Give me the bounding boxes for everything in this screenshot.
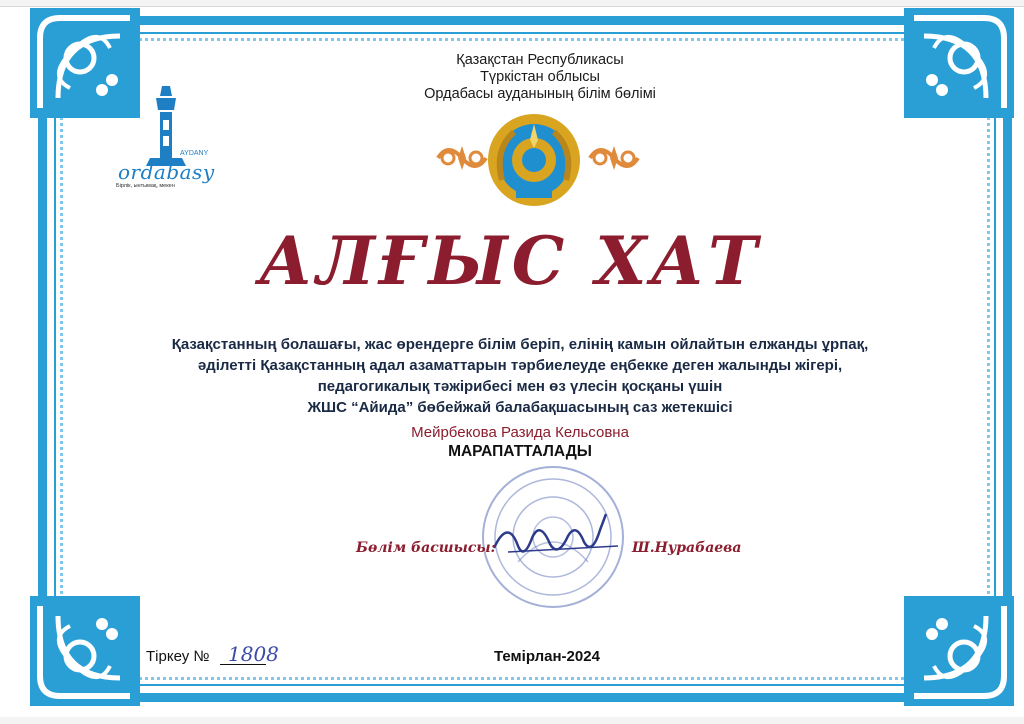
logo-tagline: Бірлік, ынтымақ, мекен xyxy=(116,183,175,189)
signatory-label: Бөлім басшысы: xyxy=(356,540,496,556)
logo-aydany: AYDANY xyxy=(180,150,209,157)
ornament-left-icon xyxy=(434,140,490,176)
awarded-text: МАРАПАТТАЛАДЫ xyxy=(448,443,592,460)
body-line: Қазақстанның болашағы, жас өрендерге білім беріп, елінің камын ойлайтын елжанды ұрпақ, xyxy=(171,336,869,353)
kazakhstan-emblem-icon xyxy=(484,110,584,210)
corner-ornament-icon xyxy=(904,8,1014,118)
certificate-title: АЛҒЫС ХАТ xyxy=(258,222,762,300)
header-region: Түркістан облысы xyxy=(480,69,600,85)
registration-number: 1808 xyxy=(228,642,279,666)
body-line: педагогикалық тәжірибесі мен өз үлесін қосқаны үшін xyxy=(317,378,723,395)
header-country: Қазақстан Республикасы xyxy=(456,52,624,68)
corner-ornament-icon xyxy=(904,596,1014,706)
place-date: Темірлан-2024 xyxy=(494,648,600,665)
registration-label: Тіркеу № xyxy=(146,648,210,665)
issuer-header xyxy=(300,52,780,103)
certificate-body xyxy=(150,334,890,418)
recipient-name: Мейрбекова Разида Кельсовна xyxy=(411,424,629,441)
corner-ornament-icon xyxy=(30,596,140,706)
header-department: Ордабасы ауданының білім бөлімі xyxy=(424,86,656,102)
body-line: ЖШС “Айида” бөбейжай балабақшасының саз жетекшісі xyxy=(307,399,733,416)
logo-name: ordabasy xyxy=(118,160,215,184)
body-line: әділетті Қазақстанның адал азаматтарын тәрбиелеуде еңбекке деген жалынды жігері, xyxy=(197,357,843,374)
signatory-name: Ш.Нурабаева xyxy=(632,540,742,556)
signature-scribble-icon xyxy=(488,508,628,568)
ornament-right-icon xyxy=(586,140,642,176)
